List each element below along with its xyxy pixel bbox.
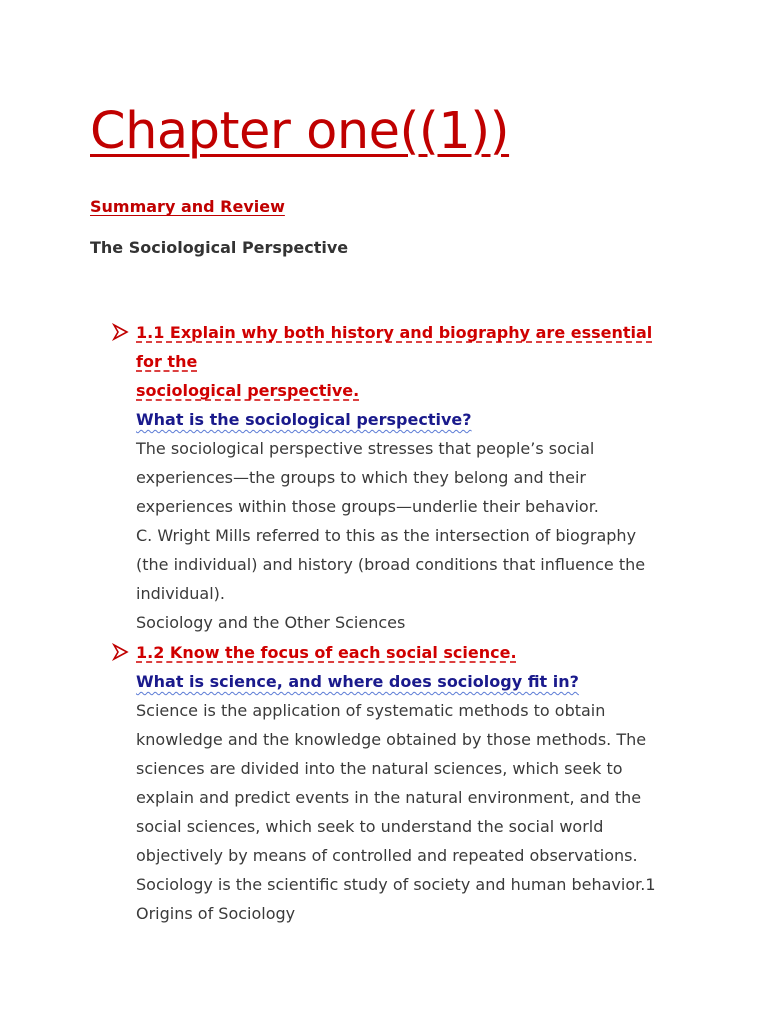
- arrowhead-bullet-icon: [112, 640, 130, 664]
- objective-line: sociological perspective.: [136, 381, 360, 400]
- body-line: Sociology is the scientific study of society and human behavior.1: [136, 875, 656, 894]
- arrowhead-bullet-icon: [112, 320, 130, 344]
- body-line: Science is the application of systematic methods to obtain: [136, 701, 606, 720]
- body-line: Sociology and the Other Sciences: [136, 613, 406, 632]
- body-line: experiences—the groups to which they belong and their: [136, 468, 586, 487]
- body-line: experiences within those groups—underlie their behavior.: [136, 497, 599, 516]
- body-line: individual).: [136, 584, 225, 603]
- body-line: knowledge and the knowledge obtained by those methods. The: [136, 730, 647, 749]
- objective-heading: [136, 318, 672, 405]
- objective-item-1: [112, 318, 672, 637]
- body-line: objectively by means of controlled and repeated observations.: [136, 846, 638, 865]
- body-line: social sciences, which seek to understand the social world: [136, 817, 604, 836]
- question-heading: What is science, and where does sociology fit in?: [136, 672, 579, 691]
- body-line: (the individual) and history (broad conditions that influence the: [136, 555, 646, 574]
- summary-heading: Summary and Review: [90, 197, 285, 216]
- body-line: sciences are divided into the natural sciences, which seek to: [136, 759, 623, 778]
- question-heading: What is the sociological perspective?: [136, 410, 472, 429]
- body-line: The sociological perspective stresses that people’s social: [136, 439, 595, 458]
- objective-item-2: [112, 638, 672, 928]
- objective-line: 1.1 Explain why both history and biography are essential for the: [136, 323, 653, 371]
- body-line: C. Wright Mills referred to this as the intersection of biography: [136, 526, 637, 545]
- body-line: Origins of Sociology: [136, 904, 296, 923]
- body-line: explain and predict events in the natural environment, and the: [136, 788, 642, 807]
- objective-heading: 1.2 Know the focus of each social science.: [136, 643, 517, 662]
- section-heading: The Sociological Perspective: [90, 238, 349, 257]
- chapter-title: Chapter one((1)): [90, 102, 510, 161]
